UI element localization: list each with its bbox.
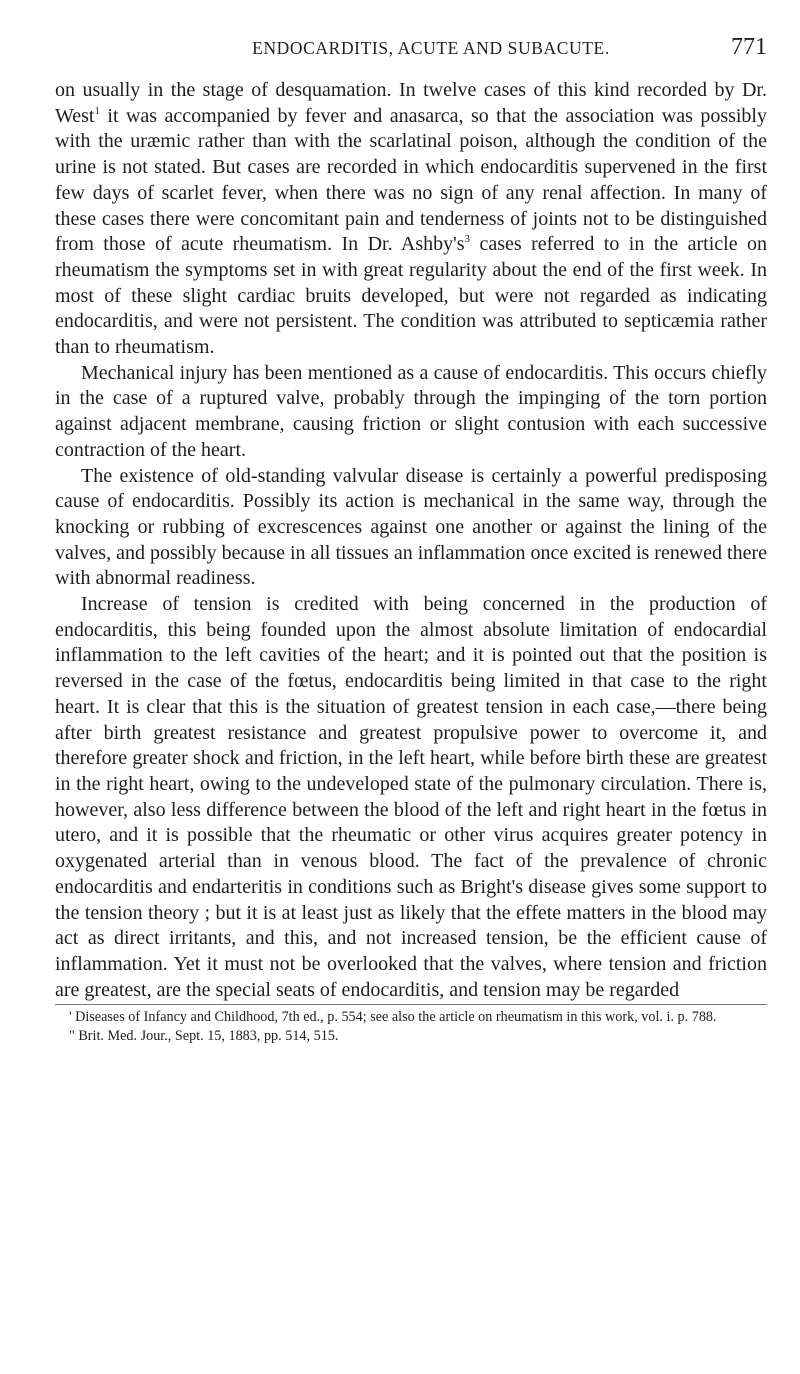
book-page [55, 36, 767, 1046]
running-head [55, 36, 767, 68]
footnote-reference: 3 [464, 233, 471, 246]
paragraph-text: cases referred to in the article on rheumatism the symptoms set in with great regularity about the end of the first week. In most of these slight cardiac bruits developed, but were not regarded as indicating endocarditis, and were not persistent. The condition was attributed to septicæmia rather than to rheumatism. [55, 233, 767, 359]
page-number: 771 [731, 34, 767, 60]
paragraph-text: it was accompanied by fever and anasarca, so that the association was possibly with the uræmic rather than with the scarlatinal poison, although the condition of the urine is not stated. But cases are recorded in which endocarditis supervened in the first few days of scarlet fever, when there was no sign of any renal affection. In many of these cases there were concomitant pain and tenderness of joints not to be distinguished from those of acute rheumatism. In Dr. Ashby's [55, 104, 767, 256]
paragraph-tension: Increase of tension is credited with being concerned in the production of endocarditis, this being founded upon the almost absolute limitation of endocardial inflammation to the left cavities of the heart; and it is pointed out that the position is reversed in the case of the fœtus, endocarditis being limited in that case to the right heart. It is clear that this is the situation of greatest tension in each case,—there being after birth greatest resistance and greatest propulsive power to overcome it, and therefore greater shock and friction, in the left heart, while before birth these are greatest in the right heart, owing to the undeveloped state of the pulmonary circulation. There is, however, also less difference between the blood of the left and right heart in the fœtus in utero, and it is possible that the rheumatic or other virus acquires greater potency in oxygenated arterial than in venous blood. The fact of the prevalence of chronic endocarditis and endarteritis in conditions such as Bright's disease gives some support to the tension theory ; but it is at least just as likely that the effete matters in the blood may act as direct irritants, and this, and not increased tension, be the efficient cause of inflammation. Yet it must not be overlooked that the valves, where tension and friction are greatest, are the special seats of endocarditis, and tension may be regarded [55, 593, 767, 1001]
footnotes [55, 1004, 767, 1046]
footnote-3: " Brit. Med. Jour., Sept. 15, 1883, pp. 514, 515. [69, 1028, 339, 1045]
paragraph-valvular-disease: The existence of old-standing valvular disease is certainly a powerful predisposing cause of endocarditis. Possibly its action is mechanical in the same way, through the knocking or rubbing of excrescences against one another or against the lining of the valves, and possibly because in all tissues an inflammation once excited is renewed there with abnormal readiness. [55, 464, 768, 590]
footnote-reference: 1 [94, 104, 100, 117]
paragraph-continued [55, 78, 767, 361]
footnote-1: ' Diseases of Infancy and Childhood, 7th ed., p. 554; see also the article on rheumatism in this work, vol. i. p. 788. [69, 1009, 717, 1026]
paragraph-mechanical-injury: Mechanical injury has been mentioned as a cause of endocarditis. This occurs chiefly in the case of a ruptured valve, probably through the impinging of the torn portion against adjacent membrane, causing friction or slight contusion with each successive contraction of the heart. [55, 361, 767, 461]
body-text [55, 78, 767, 1003]
paragraph-text: on usually in the stage of desquamation. In twelve cases of this kind recorded by Dr. West [55, 79, 767, 127]
running-title: ENDOCARDITIS, ACUTE AND SUBACUTE. [252, 38, 610, 58]
